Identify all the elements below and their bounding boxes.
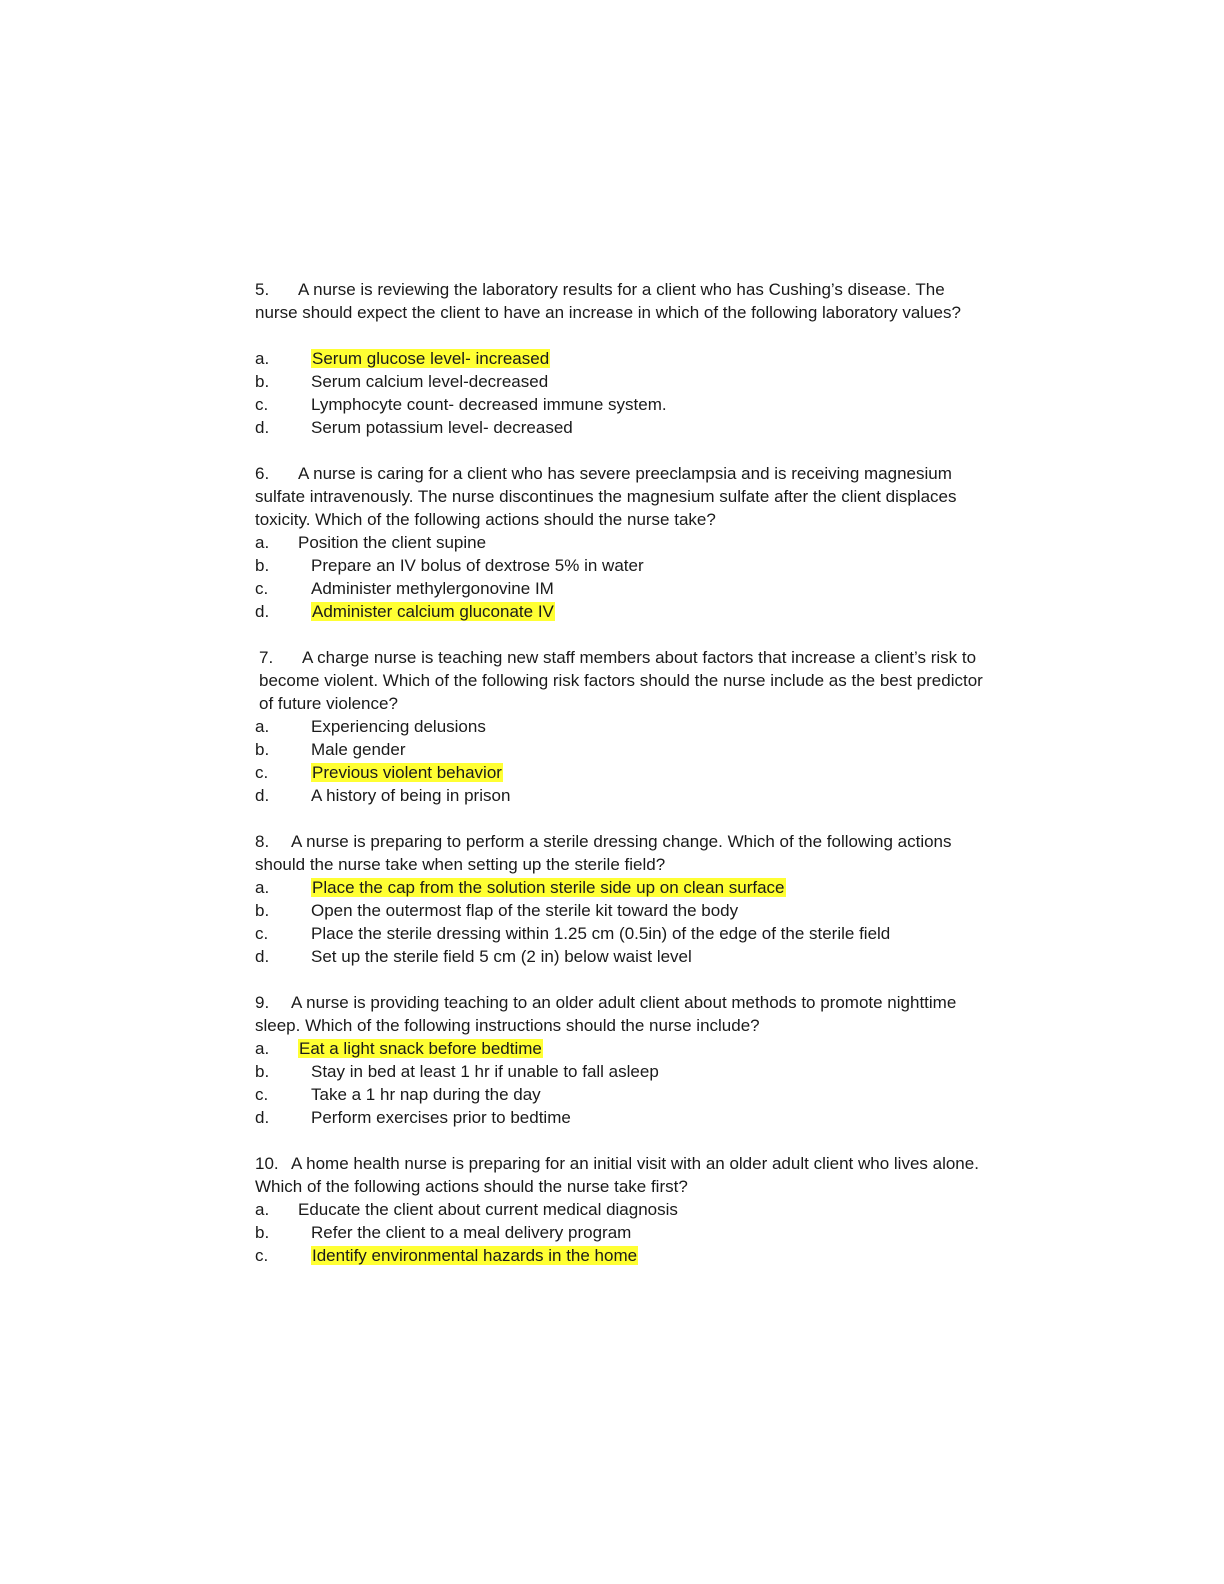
- option-a: [255, 531, 985, 554]
- option-d: [255, 945, 985, 968]
- option-letter: a.: [255, 533, 270, 552]
- option-letter: d.: [255, 1108, 270, 1127]
- option-text: Male gender: [311, 740, 406, 759]
- question-10: [255, 1152, 985, 1267]
- option-list: [255, 347, 985, 439]
- question-text: A home health nurse is preparing for an initial visit with an older adult client who lives alone. Which of the following actions should the nurse take first?: [255, 1154, 979, 1196]
- option-a: [255, 347, 985, 370]
- option-letter: a.: [255, 717, 270, 736]
- option-list: [255, 876, 985, 968]
- option-list: [255, 1037, 985, 1129]
- option-letter: b.: [255, 1223, 270, 1242]
- option-letter: a.: [255, 1200, 270, 1219]
- question-number: 6.: [255, 464, 270, 483]
- document-page: [255, 278, 985, 1267]
- option-letter: c.: [255, 395, 269, 414]
- option-text: Experiencing delusions: [311, 717, 486, 736]
- option-letter: c.: [255, 763, 269, 782]
- option-d: [255, 1106, 985, 1129]
- question-text: A nurse is caring for a client who has severe preeclampsia and is receiving magnesium sulfate intravenously. The nurse discontinues the magnesium sulfate after the client displaces toxicity. Which of the following actions should the nurse take?: [255, 464, 957, 529]
- question-number: 7.: [259, 648, 274, 667]
- option-a: [255, 1037, 985, 1060]
- option-d: [255, 784, 985, 807]
- question-8: [255, 830, 985, 968]
- question-stem: [255, 278, 985, 324]
- question-9: [255, 991, 985, 1129]
- option-a: [255, 715, 985, 738]
- option-c: [255, 1083, 985, 1106]
- option-list: [255, 531, 985, 623]
- option-letter: b.: [255, 901, 270, 920]
- option-text-highlighted: Serum glucose level- increased: [312, 349, 550, 368]
- question-number: 10.: [255, 1154, 279, 1173]
- question-number: 9.: [255, 993, 270, 1012]
- option-letter: b.: [255, 372, 270, 391]
- question-text: A nurse is providing teaching to an older adult client about methods to promote nighttime sleep. Which of the following instructions should the nurse include?: [255, 993, 957, 1035]
- question-text: A nurse is reviewing the laboratory results for a client who has Cushing’s disease. The nurse should expect the client to have an increase in which of the following laboratory values?: [255, 280, 961, 322]
- question-number: 5.: [255, 280, 270, 299]
- question-stem: [255, 991, 985, 1037]
- option-letter: c.: [255, 579, 269, 598]
- option-text: Administer methylergonovine IM: [311, 579, 554, 598]
- option-text: Set up the sterile field 5 cm (2 in) below waist level: [311, 947, 692, 966]
- option-letter: b.: [255, 1062, 270, 1081]
- option-c: [255, 922, 985, 945]
- option-a: [255, 876, 985, 899]
- option-text: Educate the client about current medical diagnosis: [298, 1200, 678, 1219]
- option-letter: c.: [255, 1085, 269, 1104]
- option-text: Serum calcium level-decreased: [311, 372, 549, 391]
- option-letter: a.: [255, 878, 270, 897]
- question-5: [255, 278, 985, 439]
- option-c: [255, 1244, 985, 1267]
- option-letter: c.: [255, 1246, 269, 1265]
- question-stem: [255, 1152, 985, 1198]
- option-text-highlighted: Eat a light snack before bedtime: [299, 1039, 542, 1058]
- option-text-highlighted: Identify environmental hazards in the home: [312, 1246, 638, 1265]
- option-text: Stay in bed at least 1 hr if unable to fall asleep: [311, 1062, 659, 1081]
- option-text: Position the client supine: [298, 533, 487, 552]
- option-b: [255, 738, 985, 761]
- option-text: Refer the client to a meal delivery program: [311, 1223, 632, 1242]
- option-text: Place the sterile dressing within 1.25 cm (0.5in) of the edge of the sterile field: [311, 924, 891, 943]
- option-b: [255, 1060, 985, 1083]
- option-text-highlighted: Previous violent behavior: [312, 763, 502, 782]
- option-list: [255, 1198, 985, 1267]
- option-text: Open the outermost flap of the sterile kit toward the body: [311, 901, 739, 920]
- question-text: A charge nurse is teaching new staff members about factors that increase a client’s risk to become violent. Which of the following risk factors should the nurse include as the best predictor of future violence?: [259, 648, 983, 713]
- option-c: [255, 393, 985, 416]
- option-a: [255, 1198, 985, 1221]
- option-d: [255, 600, 985, 623]
- question-6: [255, 462, 985, 623]
- option-text: Take a 1 hr nap during the day: [311, 1085, 541, 1104]
- option-letter: d.: [255, 418, 270, 437]
- option-text-highlighted: Place the cap from the solution sterile side up on clean surface: [312, 878, 785, 897]
- option-letter: d.: [255, 947, 270, 966]
- option-letter: b.: [255, 740, 270, 759]
- option-b: [255, 370, 985, 393]
- option-text: A history of being in prison: [311, 786, 511, 805]
- question-7: [255, 646, 985, 807]
- option-text-highlighted: Administer calcium gluconate IV: [312, 602, 554, 621]
- option-text: Serum potassium level- decreased: [311, 418, 573, 437]
- option-letter: d.: [255, 786, 270, 805]
- question-stem: [255, 646, 985, 715]
- question-stem: [255, 830, 985, 876]
- option-c: [255, 577, 985, 600]
- option-b: [255, 1221, 985, 1244]
- option-list: [255, 715, 985, 807]
- option-text: Prepare an IV bolus of dextrose 5% in water: [311, 556, 644, 575]
- option-text: Lymphocyte count- decreased immune system.: [311, 395, 667, 414]
- option-letter: a.: [255, 1039, 270, 1058]
- question-number: 8.: [255, 832, 270, 851]
- option-b: [255, 554, 985, 577]
- option-letter: a.: [255, 349, 270, 368]
- option-d: [255, 416, 985, 439]
- question-stem: [255, 462, 985, 531]
- option-b: [255, 899, 985, 922]
- option-text: Perform exercises prior to bedtime: [311, 1108, 571, 1127]
- question-text: A nurse is preparing to perform a sterile dressing change. Which of the following actions should the nurse take when setting up the sterile field?: [255, 832, 952, 874]
- option-letter: c.: [255, 924, 269, 943]
- option-letter: d.: [255, 602, 270, 621]
- option-c: [255, 761, 985, 784]
- option-letter: b.: [255, 556, 270, 575]
